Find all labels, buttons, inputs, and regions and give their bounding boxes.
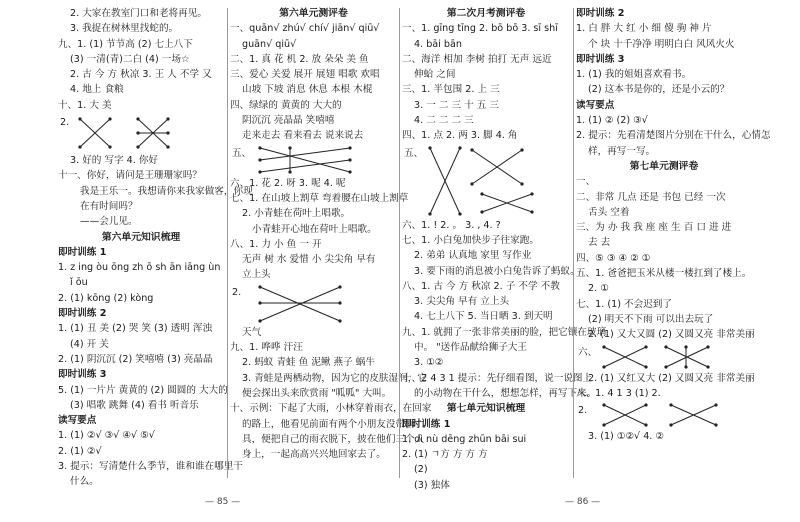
answer-line: 九、1. 就拥了一张非常美丽的脸，把它镶在玻璃: [402, 326, 607, 338]
matching-dot: [602, 345, 605, 348]
line-matching-figure: [230, 144, 397, 176]
answer-line: 1. dì nù dēng zhūn bāi sui: [402, 433, 527, 445]
answer-line: 十、1. 大 美: [58, 99, 112, 111]
matching-dot: [166, 131, 169, 134]
matching-dot: [166, 145, 169, 148]
answer-line: 3. 提示：写清楚什么季节，谁和谁在哪里干: [58, 461, 243, 473]
subsection-heading: 即时训练 1: [58, 246, 107, 258]
answer-line: 二、1. 真 花 机 2. 放 朵朵 美 鱼: [230, 53, 369, 65]
answer-line: 4. 地上 食粮: [70, 84, 124, 96]
matching-dot: [338, 301, 341, 304]
section-title: 第七单元测评卷: [629, 160, 699, 172]
answer-line: 个 块 十千净净 明明白白 风风火火: [588, 38, 735, 50]
answer-line: 八、1. 4 1 3 (1) 2.: [576, 387, 661, 399]
answer-line: 3. 尖尖角 早有 立上头: [414, 296, 510, 308]
matching-dot: [108, 117, 111, 120]
column-divider: [227, 8, 228, 478]
column-divider: [399, 8, 400, 478]
answer-line: 三、为 办 我 我 座 座 生 百 口 进 进: [576, 222, 732, 234]
matching-dot: [78, 145, 81, 148]
figure-label: 2.: [232, 286, 242, 298]
section-title: 第二次月考测评卷: [446, 8, 526, 19]
answer-line: 1. (1) 我的姐姐喜欢看书。: [576, 69, 692, 81]
answer-line: 2. 提示：先看清楚图片分别在干什么，心情怎: [576, 130, 771, 142]
answer-line: 七、1. 在山坡上割草 弯着腰在山坡上割草: [230, 192, 409, 204]
answer-line: 5. (1) 一片片 黄黄的 (2) 圆圆的 大大的: [58, 384, 228, 396]
matching-dot: [664, 345, 667, 348]
answer-line: 中。 "送作品献给狮子大王: [414, 342, 527, 354]
matching-dot: [706, 345, 709, 348]
answer-line: 舌头 空着: [588, 206, 630, 218]
answer-line: (2): [414, 464, 428, 476]
matching-dot: [602, 424, 605, 427]
answer-line: 九、1. (1) 节节高 (2) 七上八下: [58, 38, 193, 50]
column-4: [576, 6, 771, 484]
matching-dot: [644, 404, 647, 407]
answer-line: (4) 开 关: [70, 338, 109, 350]
matching-dot: [714, 424, 717, 427]
section-title: 第六单元知识梳理: [101, 231, 181, 243]
answer-line: (2) 明天不下雨 可以出去玩了: [588, 313, 714, 325]
matching-line: [260, 148, 350, 172]
answer-line: 4. bāi bān: [414, 38, 462, 50]
answer-line: 1. z ing òu ōng zh ō sh ān iāng ùn: [58, 262, 221, 274]
page-number-right: — 86 —: [565, 497, 601, 507]
matching-dot: [714, 404, 717, 407]
answer-line: 具，便把自己的雨衣脱下，披在他们三个人: [242, 433, 425, 445]
matching-dot: [458, 212, 461, 215]
matching-dot: [684, 345, 687, 348]
answer-line: 八、1. 古 今 方 秋凉 2. 子 不学 不教: [402, 280, 560, 292]
answer-line: 样，再写一写。: [588, 145, 656, 157]
answer-line: 3. 要下雨的消息被小白兔告诉了蚂蚁。: [414, 265, 580, 277]
answer-line: 六、1. ! 2. 。 3. , 4. ?: [402, 219, 501, 231]
answer-line: 便会探出头来欣赏雨 "呱呱" 大叫。: [242, 387, 392, 399]
matching-dot: [644, 345, 647, 348]
answer-line: ——会儿见。: [80, 216, 138, 228]
subsection-heading: 读写要点: [58, 415, 97, 427]
figure-label: 2.: [60, 117, 70, 129]
figure-label: 2.: [578, 405, 588, 417]
matching-dot: [348, 170, 351, 173]
matching-dot: [520, 148, 523, 151]
answer-line: 七、1. 小白兔加快步子往家跑。: [402, 234, 539, 246]
matching-dot: [428, 212, 431, 215]
column-divider: [573, 8, 574, 478]
matching-dot: [669, 424, 672, 427]
answer-line: 2. ①: [588, 283, 609, 295]
matching-dot: [470, 182, 473, 185]
answer-line: 四、⑤ ③ ④ ② ①: [576, 252, 651, 264]
line-matching-figure: [402, 144, 570, 218]
subsection-heading: 读写要点: [576, 99, 615, 111]
matching-dot: [530, 192, 533, 195]
matching-dot: [78, 117, 81, 120]
answer-line: 三、1. 半包围 2. 上 三: [402, 84, 500, 96]
matching-dot: [520, 182, 523, 185]
answer-line: 五、1. 爸爸把玉米从楼一楼扛到了楼上。: [576, 268, 752, 280]
line-matching-figure: [576, 401, 752, 429]
answer-line: 立上头: [242, 269, 271, 281]
matching-dot: [136, 131, 139, 134]
answer-line: 3. 青蛙是两栖动物，因为它的皮肤湿润，它: [242, 372, 427, 384]
matching-dot: [258, 170, 261, 173]
line-matching-figure: [58, 113, 224, 153]
matching-dot: [258, 146, 261, 149]
answer-line: 无声 树 水 爱惜 小 尖尖角 早有: [242, 254, 376, 266]
answer-line: 2. (1) 又红又大 (2) 又圆又亮 非常美丽: [588, 372, 755, 384]
answer-line: 4. 二 二 二 三: [414, 115, 474, 127]
matching-dot: [470, 148, 473, 151]
line-matching-figure: [230, 283, 397, 325]
answer-line: 3. ①②: [414, 357, 444, 369]
subsection-heading: 即时训练 3: [58, 369, 107, 381]
matching-dot: [288, 170, 291, 173]
matching-dot: [338, 319, 341, 322]
answer-line: 2. 蚂蚁 青蛙 鱼 泥鳅 燕子 蜗牛: [242, 357, 375, 369]
matching-dot: [644, 365, 647, 368]
answer-line: 一、: [576, 176, 596, 188]
matching-lines-svg: [402, 144, 562, 218]
matching-dot: [348, 146, 351, 149]
matching-dot: [706, 365, 709, 368]
answer-line: 小青蛙开心地在荷叶上唱歌。: [252, 223, 377, 235]
matching-dot: [258, 301, 261, 304]
answer-line: 2. 小青蛙在荷叶上唱歌。: [242, 208, 351, 220]
figure-label: 五、: [404, 147, 424, 159]
matching-dot: [258, 285, 261, 288]
answer-line: (2) 这本书是你的，还是小云的？: [588, 84, 730, 96]
answer-line: 三、爱心 关爱 展开 展翅 唱歌 欢唱: [230, 69, 380, 81]
answer-line: 的路上，他看见前面有两个小朋友没带雨: [242, 418, 415, 430]
matching-dot: [338, 285, 341, 288]
answer-line: 的小动物在干什么，想想怎样，再写下来。: [414, 387, 597, 399]
answer-line: 十、2 4 3 1 提示：先仔细看图，说一说图上: [402, 372, 593, 384]
answer-line: 四、绿绿的 黄黄的 大大的: [230, 99, 342, 111]
section-title: 第六单元测评卷: [279, 8, 348, 19]
answer-line: 山坡 下坡 消息 休息 本根 木棍: [242, 84, 373, 96]
subsection-heading: 即时训练 1: [402, 418, 451, 430]
matching-dot: [258, 158, 261, 161]
answer-line: 伸蛤 之间: [414, 69, 456, 81]
answer-line: guān√ qiū√: [242, 38, 297, 50]
answer-line: 2. 大家在教室门口和老将再见。: [70, 8, 207, 19]
line-matching-figure: [576, 343, 752, 371]
answer-line: 4. 七上八下 5. 当日晒 3. 到天明: [414, 311, 553, 323]
section-title: 第七单元知识梳理: [446, 403, 526, 415]
answer-line: 2. 弟弟 认真地 家里 写作业: [414, 250, 532, 262]
answer-line: 2. (1) ②√: [58, 445, 102, 457]
matching-dot: [348, 158, 351, 161]
matching-lines-svg: [576, 343, 746, 371]
subsection-heading: 即时训练 2: [576, 8, 625, 19]
matching-dot: [669, 404, 672, 407]
answer-line: 阴沉沉 亮晶晶 笑嘻嘻: [242, 115, 335, 127]
answer-line: 二、海洋 相加 李树 拍打 无声 远近: [402, 53, 552, 65]
page-number-left: — 85 —: [205, 497, 241, 507]
matching-line: [260, 148, 350, 160]
answer-line: 什么。: [70, 476, 99, 488]
answer-line: 九、1. 哗哗 汗汪: [230, 342, 303, 354]
subsection-heading: 即时训练 3: [576, 53, 625, 65]
matching-dot: [108, 145, 111, 148]
answer-line: 2. (1) ㄱ方 方 方 方: [402, 449, 488, 461]
matching-dot: [136, 117, 139, 120]
answer-line: 3. 一 二 三 十 五 三: [414, 99, 500, 111]
matching-lines-svg: [230, 144, 390, 176]
matching-lines-svg: [576, 401, 746, 429]
matching-dot: [644, 424, 647, 427]
answer-line: 六、1. 花 2. 呀 3. 呢 4. 呢: [230, 177, 346, 189]
answer-line: 十一、你好，请问是王珊珊家吗？: [58, 170, 202, 182]
matching-dot: [258, 319, 261, 322]
figure-label: 五、: [232, 147, 252, 159]
answer-line: 身上，一起高高兴兴地回家去了。: [242, 449, 386, 461]
answer-line: 十、示例：下起了大雨，小林穿着雨衣，在回家: [230, 403, 432, 415]
matching-dot: [530, 210, 533, 213]
answer-line: 一、quān√ zhú√ chí√ jiān√ qiū√: [230, 23, 380, 35]
answer-line: 2. (1) 又大又圆 (2) 又圆又亮 非常美丽: [588, 329, 755, 341]
matching-dot: [684, 365, 687, 368]
answer-line: (3) 独体: [414, 479, 450, 491]
answer-line: 走来走去 看来看去 说来说去: [242, 130, 364, 142]
matching-dot: [136, 145, 139, 148]
answer-line: 去 去: [588, 237, 611, 249]
answer-line: 我是王乐一。我想请你来我家做客，你现: [80, 185, 253, 197]
answer-line: 1. 白 胖 大 红 小 细 傻 驹 神 片: [576, 23, 712, 35]
answer-line: (3) 唱歌 跳舞 (4) 看书 听音乐: [70, 399, 199, 411]
answer-line: 1. (1) 丑 美 (2) 哭 笑 (3) 透明 浑浊: [58, 323, 213, 335]
matching-dot: [458, 146, 461, 149]
answer-line: 一、1. gīng tīng 2. bō bō 3. sī shī: [402, 23, 558, 35]
answer-line: 天气: [242, 326, 262, 338]
figure-label: 六、: [578, 346, 598, 358]
matching-lines-svg: [58, 113, 208, 153]
answer-line: (3) 一清(青)二白 (4) 一场☆: [70, 53, 190, 65]
answer-line: 在有时间吗？: [80, 200, 138, 212]
answer-line: 3. 好的 写字 4. 你好: [70, 155, 159, 167]
answer-line: 3. (1) ①②√ 4. ②: [588, 431, 665, 443]
answer-line: 八、1. 力 小 鱼 一 开: [230, 238, 322, 250]
matching-dot: [602, 365, 605, 368]
matching-dot: [664, 365, 667, 368]
matching-dot: [480, 210, 483, 213]
answer-line: 2. 古 今 方 秋凉 3. 王 人 不学 又: [70, 69, 212, 81]
subsection-heading: 即时训练 2: [58, 308, 107, 320]
answer-line: 1. (1) ② (2) ③√: [576, 115, 648, 127]
matching-line: [260, 160, 350, 172]
matching-dot: [602, 404, 605, 407]
matching-dot: [288, 146, 291, 149]
answer-line: ǐ ōu: [70, 277, 88, 289]
matching-dot: [480, 192, 483, 195]
answer-line: 2. (1) 阴沉沉 (2) 笑嘻嘻 (3) 亮晶晶: [58, 353, 213, 365]
answer-line: 1. (1) ②√ ③√ ④√ ⑤√: [58, 430, 155, 442]
answer-line: 3. 我捉在树林里找蛇的。: [70, 23, 179, 35]
answer-line: 二、非常 几点 还是 书包 已经 一次: [576, 191, 726, 203]
answer-line: 2. (1) kōng (2) kòng: [58, 292, 154, 304]
matching-lines-svg: [230, 283, 390, 325]
matching-dot: [428, 146, 431, 149]
matching-dot: [166, 117, 169, 120]
answer-line: 七、1. (1) 不会迟到了: [576, 298, 672, 310]
answer-line: 四、1. 点 2. 两 3. 脚 4. 角: [402, 130, 518, 142]
